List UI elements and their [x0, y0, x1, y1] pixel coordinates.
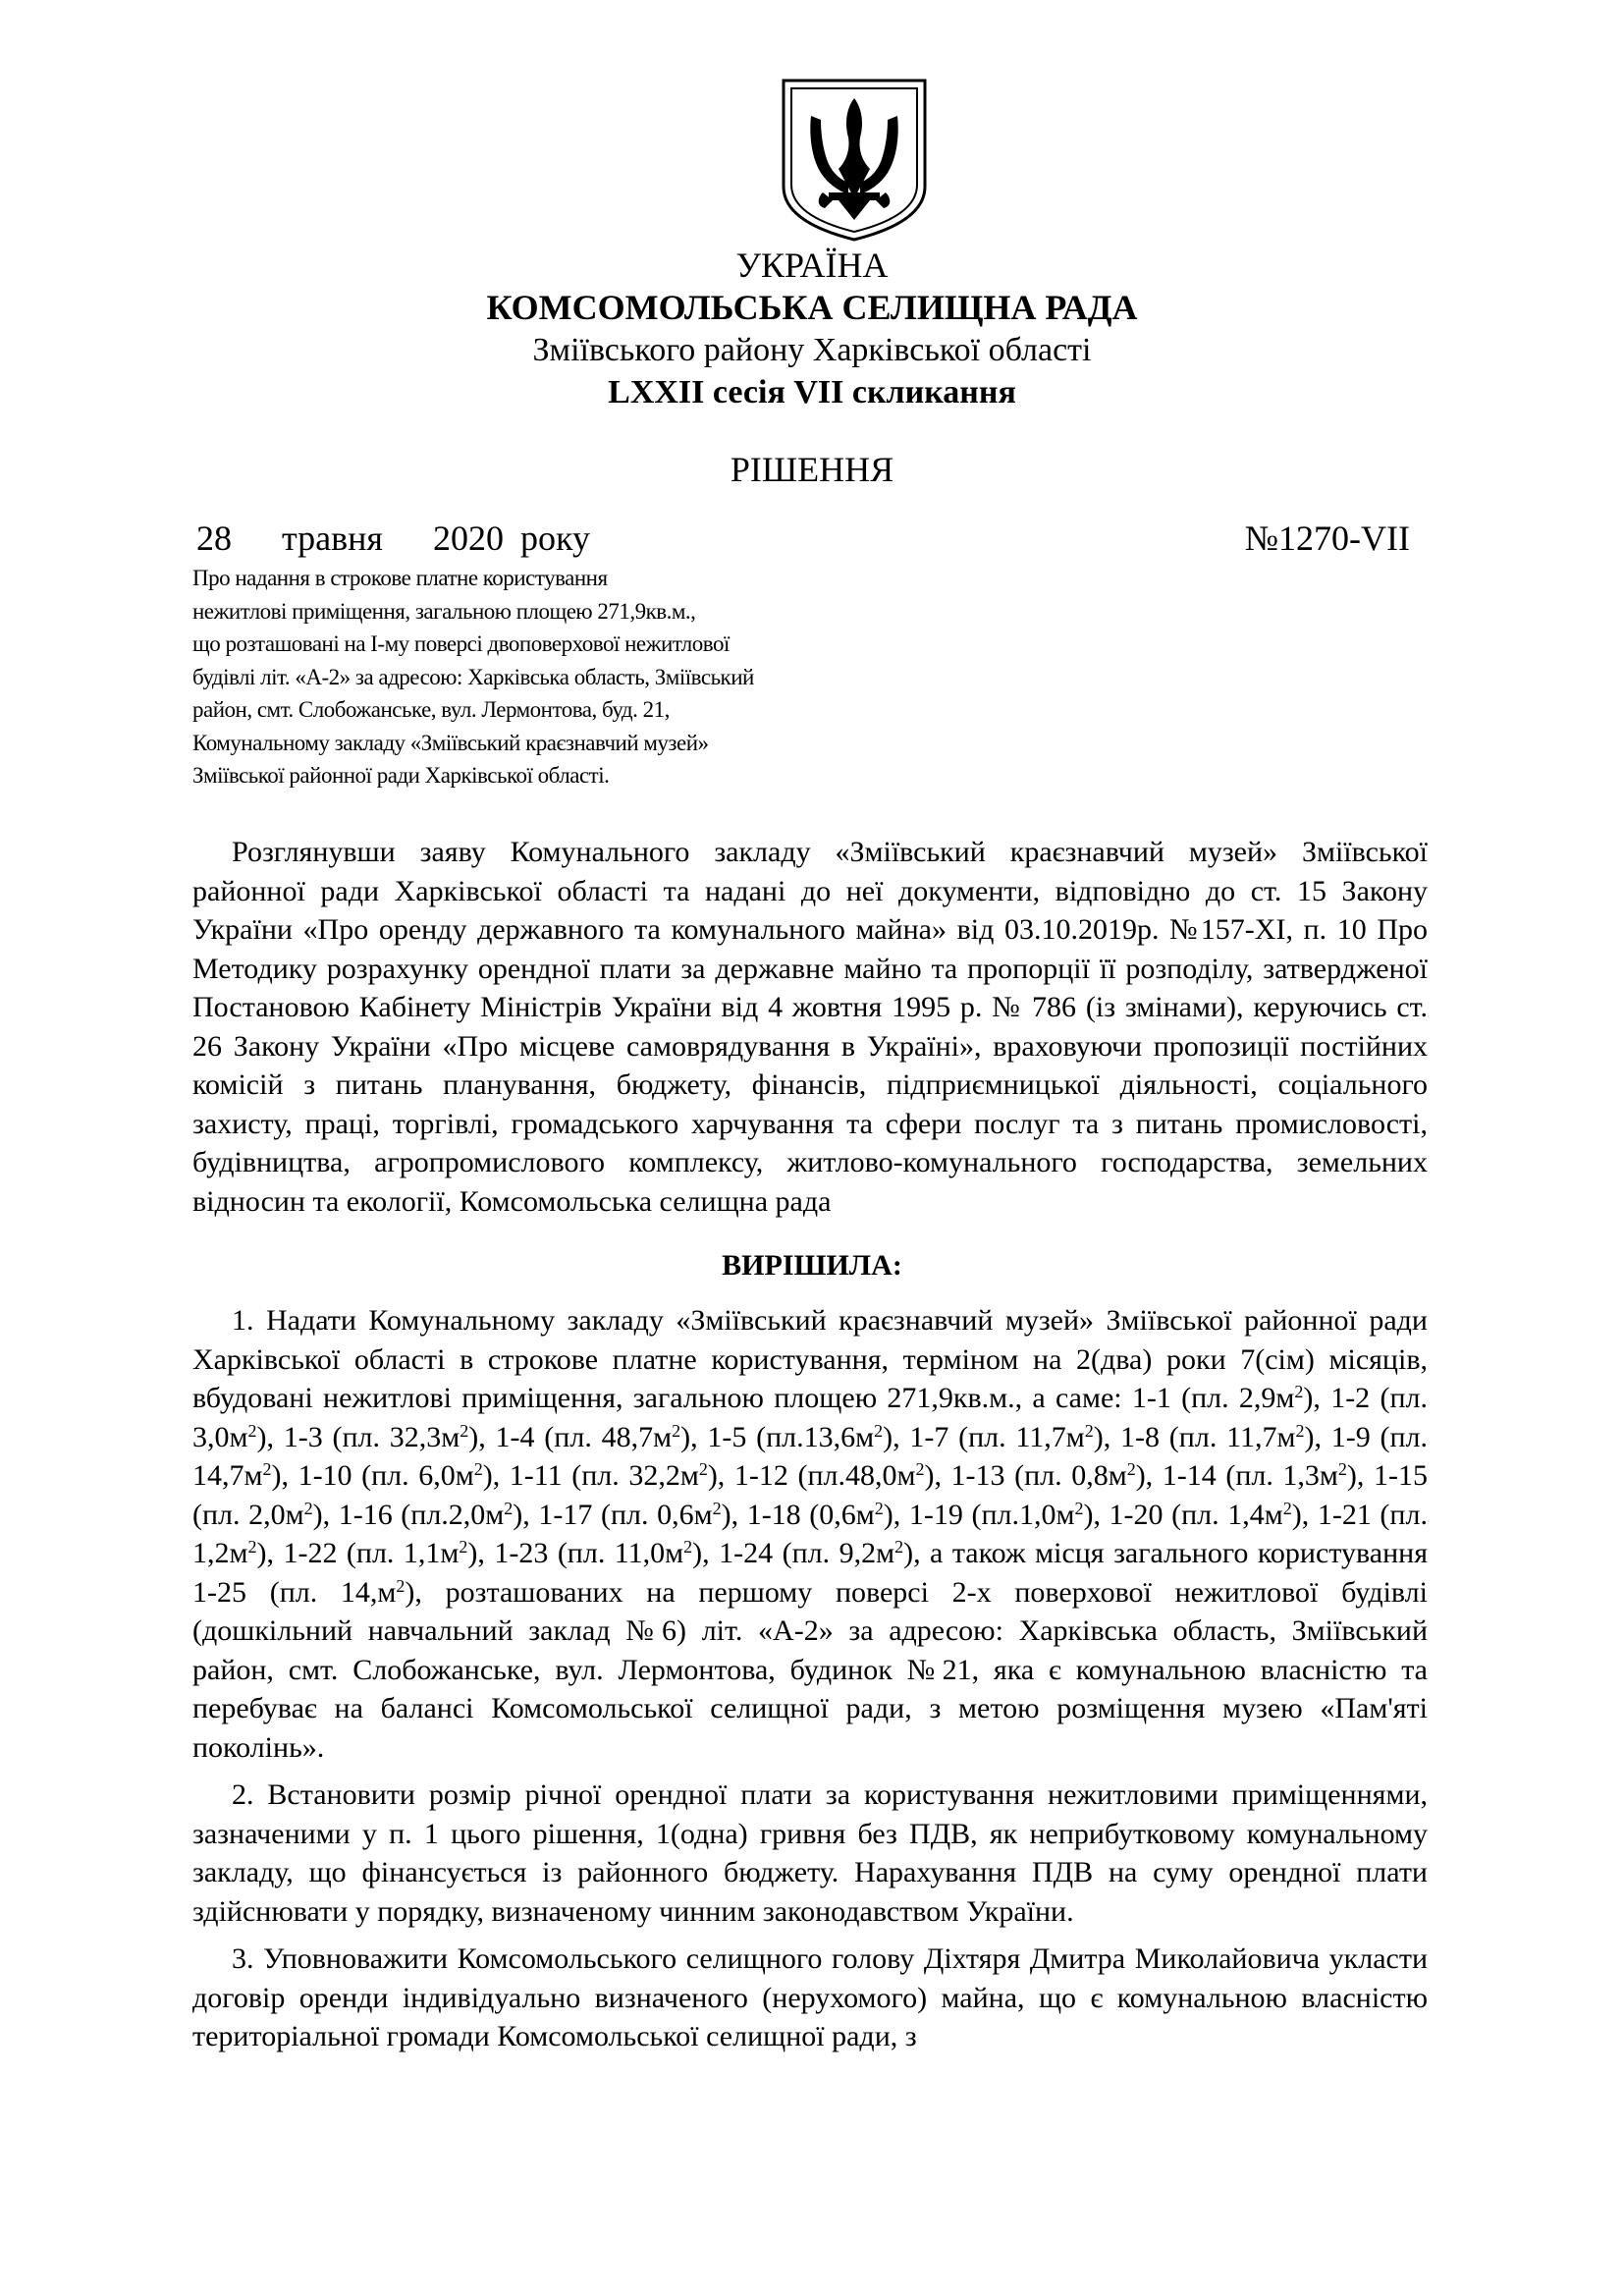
room-entry: 1-18 $(0,6м^2)$,	[746, 1498, 909, 1531]
preamble	[192, 833, 1428, 1221]
council-heading: КОМСОМОЛЬСЬКА СЕЛИЩНА РАДА	[486, 288, 1138, 327]
item-3: 3. Уповноважити Комсомольського селищного голову Діхтяря Дмитра Миколайовича укласти договір оренди індивідуально визначеного (нерухомого) майна, що є комунальною власністю територіальної громади Комсомольської селищної ради, з	[192, 1942, 1428, 2052]
district-heading: Зміївського району Харківської області	[532, 332, 1092, 368]
resolved-heading: ВИРІШИЛА:	[722, 1249, 902, 1282]
item-2: 2. Встановити розмір річної орендної плати за користування нежитловими приміщеннями, зазначеними у п. 1 цього рішення, 1(одна) гривня без ПДВ, як неприбутковому комунальному закладу, що фінансується із районного бюджету. Нарахування ПДВ на суму орендної плати здійснювати у порядку, визначеному чинним законодавством України.	[192, 1778, 1428, 1928]
room-entry: 1-1 (пл. $2,9м^2$),	[1131, 1382, 1331, 1414]
room-entry: 1-9 (пл. $14,7м^2$),	[192, 1420, 1428, 1492]
room-entry: 1-3 (пл. $32,3м^2$),	[283, 1420, 496, 1453]
decision-date: 28 травня 2020 року	[196, 519, 590, 558]
room-entry: 1-16 $(пл.2,0м^2)$,	[338, 1498, 539, 1531]
coat-of-arms-icon	[778, 77, 931, 244]
room-entry: 1-20 (пл. $1,4м^2$),	[1109, 1498, 1318, 1531]
decision-items	[192, 1301, 1428, 2065]
room-entry: 1-13 (пл. $0,8м^2$),	[950, 1459, 1163, 1492]
room-entry: 1-8 (пл. $11,7м^2$),	[1120, 1420, 1331, 1453]
item-1-lead: 1. Надати Комунальному закладу «Зміївський краєзнавчий музей» Зміївської районної ради Харківської області в строкове платне користування, терміном на 2(два) роки 7(сім) місяців, вбудовані нежитлові приміщення, загальною площею 271,9кв.м., а саме:	[192, 1304, 1428, 1414]
item-1	[192, 1301, 1428, 1767]
room-entry: 1-22 (пл. $1,1м^2$),	[283, 1537, 495, 1569]
common-area-intro: а також місця загального користування	[930, 1537, 1428, 1569]
subject-line: район, смт. Слобожанське, вул. Лермонтова, буд. 21,	[192, 697, 670, 722]
subject-line: нежитлові приміщення, загальною площею 271,9кв.м.,	[192, 598, 696, 624]
subject-line: Зміївської районної ради Харківської області.	[192, 763, 610, 788]
subject-line: Комунальному закладу «Зміївський краєзнавчий музей»	[192, 730, 709, 755]
room-entry: 1-7 (пл. $11,7м^2$),	[909, 1420, 1121, 1453]
subject-line: що розташовані на І-му поверсі двоповерхової нежитлової	[192, 631, 730, 656]
room-entry: 1-24 (пл. $9,2м^2$),	[719, 1537, 931, 1569]
subject-line: будівлі літ. «А-2» за адресою: Харківська область, Зміївський	[192, 664, 754, 689]
room-entry: 1-12 $(пл.48,0м^2)$,	[733, 1459, 951, 1492]
room-entry: 1-21 (пл. $1,2м^2$),	[192, 1498, 1428, 1569]
subject-line: Про надання в строкове платне користування	[192, 566, 608, 590]
common-area: 1-25 (пл. $14,м^2$),	[192, 1575, 446, 1609]
item-1-tail: розташованих на першому поверсі 2-х поверхової нежитлової будівлі (дошкільний навчальний заклад №6) літ. «А-2» за адресою: Харківська область, Зміївський район, смт. Слобожанське, вул. Лермонтова, будинок №21, яка є комунальною власністю та перебуває на балансі Комсомольської селищної ради, з метою розміщення музею «Пам'яті поколінь».	[192, 1575, 1428, 1764]
room-entry: 1-17 (пл. $0,6м^2$),	[538, 1498, 747, 1531]
decision-number: №1270-VII	[1244, 519, 1410, 558]
document-type-heading: РІШЕННЯ	[730, 450, 894, 489]
room-entry: 1-23 (пл. $11,0м^2$),	[494, 1537, 720, 1569]
preamble-paragraph: Розглянувши заяву Комунального закладу «Зміївський краєзнавчий музей» Зміївської районної ради Харківської області та надані до неї документи, відповідно до ст. 15 Закону України «Про оренду державного та комунального майна» від 03.10.2019р. №157-ХІ, п. 10 Про Методику розрахунку орендної плати за державне майно та пропорції її розподілу, затвердженої Постановою Кабінету Міністрів України від 4 жовтня 1995 р. № 786 (із змінами), керуючись ст. 26 Закону України «Про місцеве самоврядування в Україні», враховуючи пропозиції постійних комісій з питань планування, бюджету, фінансів, підприємницької діяльності, соціального захисту, праці, торгівлі, громадського харчування та сфери послуг та з питань промисловості, будівництва, агропромислового комплексу, житлово-комунального господарства, земельних відносин та екології, Комсомольська селищна рада	[192, 836, 1428, 1218]
room-entry: 1-14 (пл. $1,3м^2$),	[1162, 1459, 1374, 1492]
country-heading: УКРАЇНА	[735, 246, 889, 285]
session-heading: LXXII сесія VII скликання	[608, 374, 1016, 410]
room-entry: 1-19 $(пл.1,0м^2)$,	[908, 1498, 1110, 1531]
decision-subject	[192, 562, 939, 793]
room-entry: 1-2 (пл. $3,0м^2$),	[192, 1382, 1428, 1453]
room-entry: 1-10 (пл. $6,0м^2$),	[298, 1459, 510, 1492]
room-entry: 1-5 $(пл.13,6м^2)$,	[707, 1420, 910, 1453]
room-entry: 1-4 (пл. $48,7м^2$),	[495, 1420, 708, 1453]
room-entry: 1-15 (пл. $2,0м^2$),	[192, 1459, 1428, 1531]
room-entry: 1-11 (пл. $32,2м^2$),	[509, 1459, 734, 1492]
